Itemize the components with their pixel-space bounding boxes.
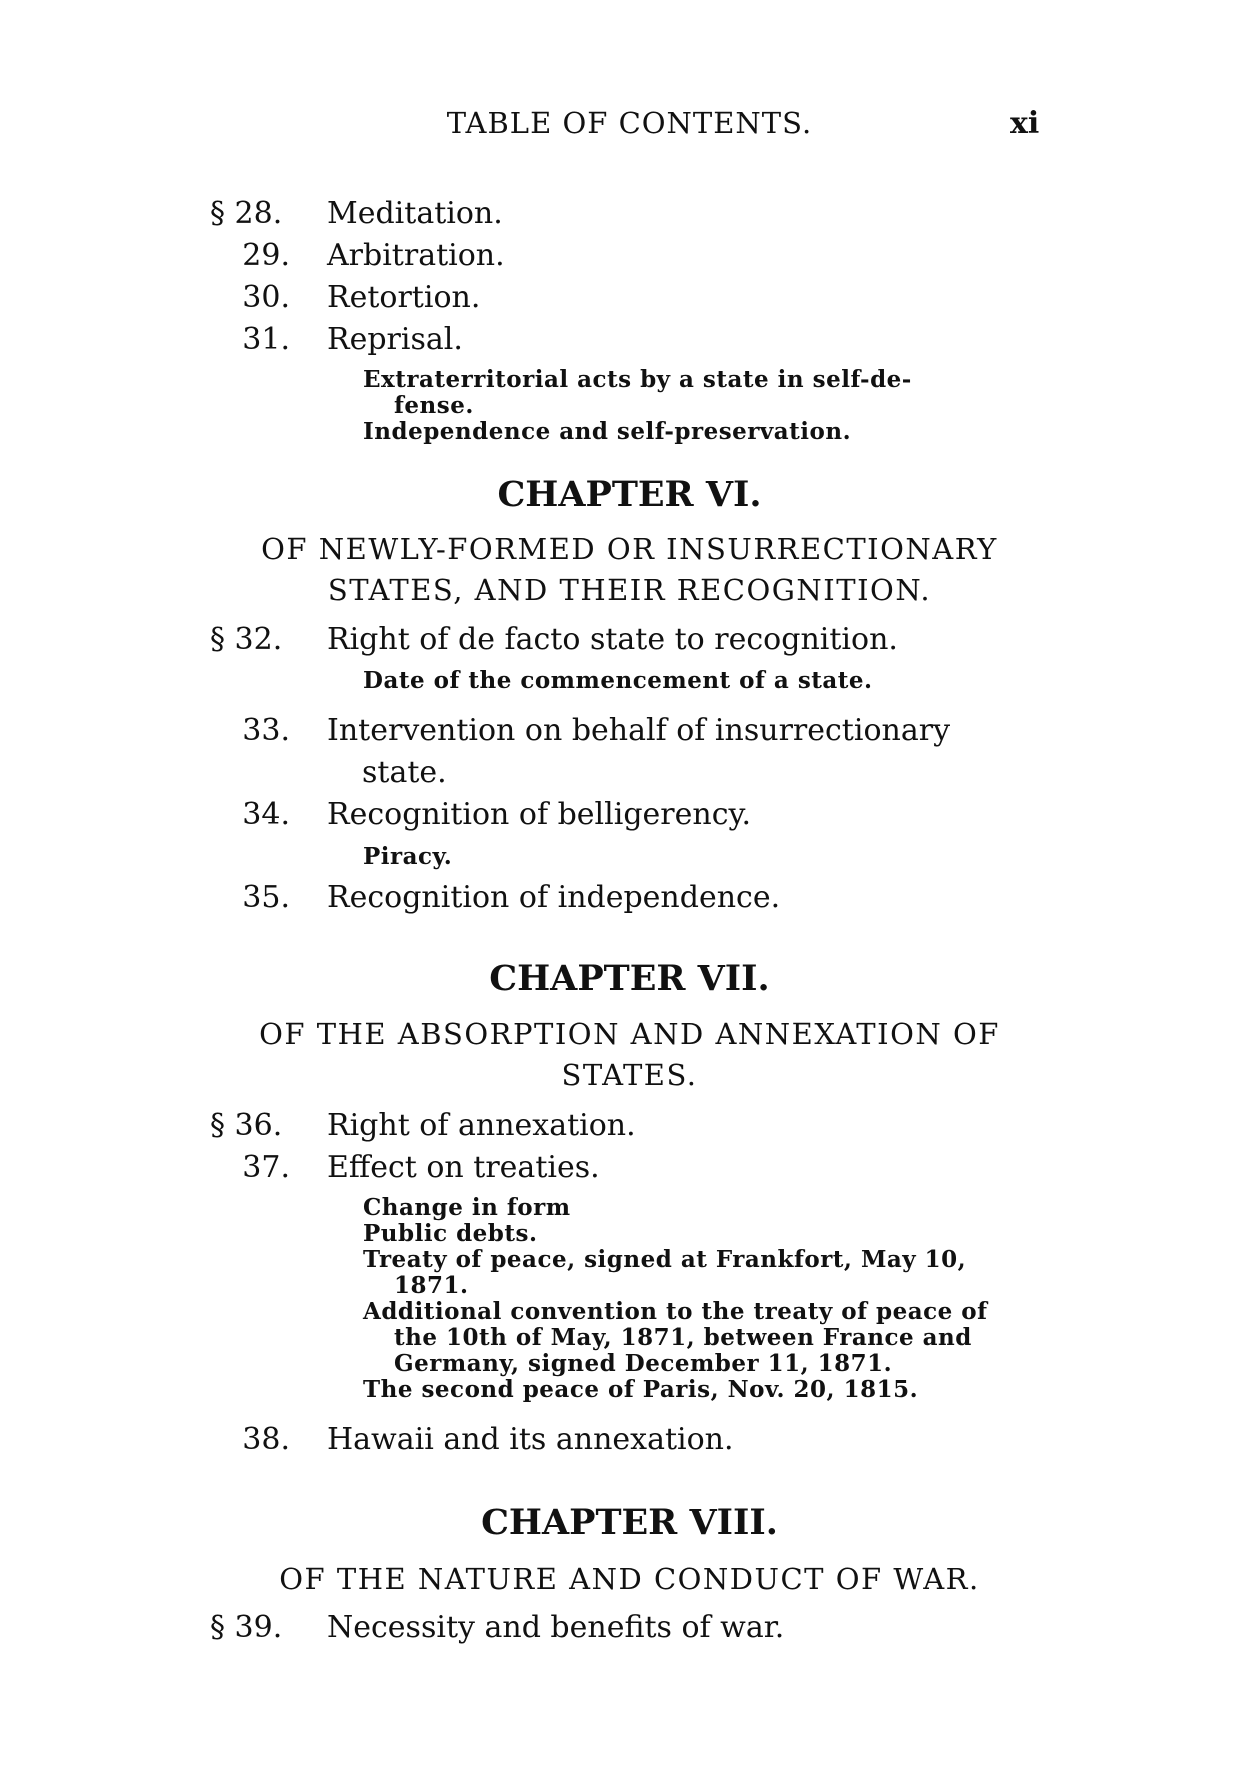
- section-title: Recognition of independence.: [327, 880, 781, 915]
- page-number: xi: [1010, 106, 1040, 141]
- section-title: Reprisal.: [327, 322, 463, 357]
- section-number: 29.: [242, 238, 290, 273]
- chapter-title: OF THE NATURE AND CONDUCT OF WAR.: [279, 1562, 980, 1596]
- chapter-title: STATES.: [561, 1058, 698, 1092]
- running-title: TABLE OF CONTENTS.: [446, 106, 813, 140]
- chapter-heading: CHAPTER VI.: [497, 474, 762, 515]
- chapter-title: OF NEWLY-FORMED OR INSURRECTIONARY: [261, 532, 998, 566]
- section-title: Necessity and benefits of war.: [327, 1610, 785, 1645]
- subtopic: Independence and self-preservation.: [363, 418, 852, 445]
- section-title: Retortion.: [327, 280, 481, 315]
- section-number: 31.: [242, 322, 290, 357]
- chapter-title: OF THE ABSORPTION AND ANNEXATION OF: [259, 1017, 1000, 1051]
- subtopic: Extraterritorial acts by a state in self-de-: [363, 366, 912, 393]
- section-number: 30.: [242, 280, 290, 315]
- section-number: § 32.: [210, 622, 283, 657]
- section-number: § 28.: [210, 196, 283, 231]
- chapter-heading: CHAPTER VII.: [489, 958, 770, 999]
- chapter-heading: CHAPTER VIII.: [481, 1502, 778, 1543]
- section-number: 35.: [242, 880, 290, 915]
- section-number: 34.: [242, 797, 290, 832]
- subtopic: Public debts.: [363, 1220, 538, 1247]
- subtopic-continued: 1871.: [394, 1272, 469, 1299]
- section-title: Right of annexation.: [327, 1108, 636, 1143]
- subtopic-continued: Germany, signed December 11, 1871.: [394, 1350, 893, 1377]
- subtopic: Change in form: [363, 1194, 571, 1221]
- section-title: Hawaii and its annexation.: [327, 1422, 734, 1457]
- section-number: 38.: [242, 1422, 290, 1457]
- chapter-title: STATES, AND THEIR RECOGNITION.: [327, 573, 932, 607]
- section-title: Arbitration.: [327, 238, 505, 273]
- section-title: Effect on treaties.: [327, 1150, 600, 1185]
- section-number: 33.: [242, 713, 290, 748]
- section-title: Intervention on behalf of insurrectionary: [327, 713, 951, 748]
- section-number: § 39.: [210, 1610, 283, 1645]
- subtopic: Date of the commencement of a state.: [363, 667, 873, 694]
- subtopic-continued: fense.: [394, 392, 474, 419]
- section-title: Meditation.: [327, 196, 503, 231]
- subtopic: Piracy.: [363, 843, 453, 870]
- subtopic-continued: the 10th of May, 1871, between France and: [394, 1324, 972, 1351]
- section-title-continued: state.: [362, 755, 447, 790]
- section-number: 37.: [242, 1150, 290, 1185]
- section-title: Recognition of belligerency.: [327, 797, 752, 832]
- section-number: § 36.: [210, 1108, 283, 1143]
- section-title: Right of de facto state to recognition.: [327, 622, 898, 657]
- subtopic: Treaty of peace, signed at Frankfort, May 10,: [363, 1246, 967, 1273]
- subtopic: Additional convention to the treaty of peace of: [363, 1298, 988, 1325]
- subtopic: The second peace of Paris, Nov. 20, 1815.: [363, 1376, 919, 1403]
